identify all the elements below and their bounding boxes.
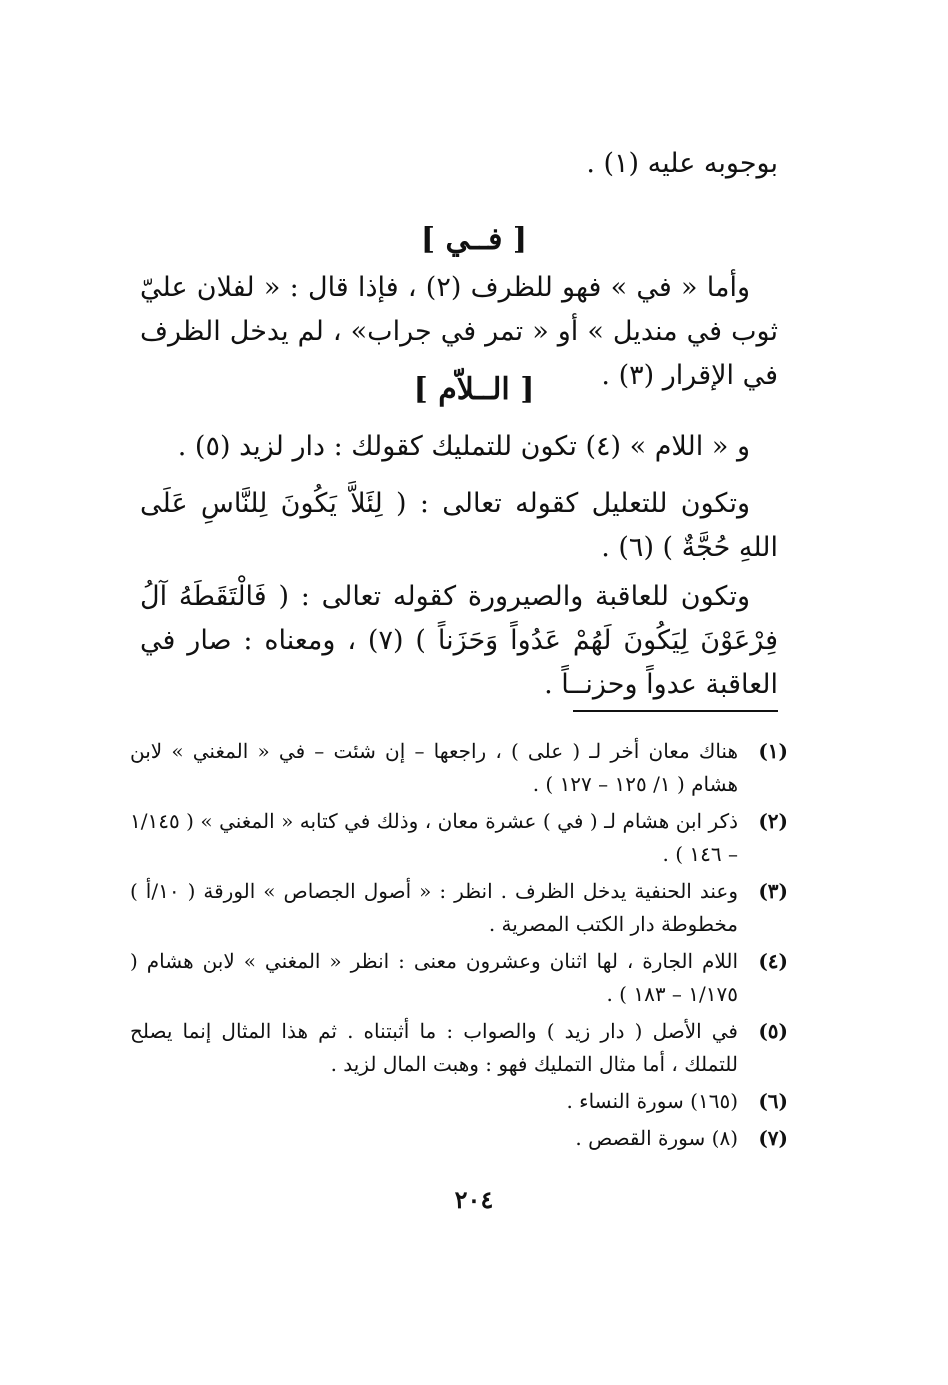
- section-lam-body-3: [140, 575, 778, 707]
- paragraph-lam-talil: وتكون للتعليل كقوله تعالى : ( لِئَلاَّ يَكُونَ لِلنَّاسِ عَلَى اللهِ حُجَّةٌ ) (٦) .: [140, 488, 778, 563]
- footnote-item: [130, 875, 788, 941]
- footnote-text: (٨) سورة القصص .: [575, 1126, 738, 1150]
- section-heading-fi: [ فــي ]: [420, 222, 528, 257]
- footnote-number: (١): [758, 739, 788, 763]
- footnotes-list: [130, 735, 788, 1159]
- footnote-number: (٣): [758, 879, 788, 903]
- footnote-item: [130, 735, 788, 801]
- footnote-number: (٢): [758, 809, 788, 833]
- footnote-number: (٤): [758, 949, 788, 973]
- footnote-text: (١٦٥) سورة النساء .: [566, 1089, 738, 1113]
- paragraph-lam-tamlik: و « اللام » (٤) تكون للتمليك كقولك : دار لزيد (٥) .: [177, 431, 750, 462]
- footnote-text: اللام الجارة ، لها اثنان وعشرون معنى : انظر « المغني » لابن هشام ( ١/١٧٥ – ١٨٣ ) .: [130, 949, 738, 1006]
- paragraph-lam-aqiba: وتكون للعاقبة والصيرورة كقوله تعالى : ( فَالْتَقَطَهُ آلُ فِرْعَوْنَ لِيَكُونَ لَهُمْ عَدُواً وَحَزَناً ) (٧) ، ومعناه : صار في العاقبة عدواً وحزنــاً .: [140, 581, 778, 700]
- footnote-item: [130, 1085, 788, 1118]
- footnote-text: في الأصل ( دار زيد ) والصواب : ما أثبتناه . ثم هذا المثال إنما يصلح للتملك ، أما مثال التمليك فهو : وهبت المال لزيد .: [130, 1019, 738, 1076]
- footnote-item: [130, 1122, 788, 1155]
- footnote-number: (٧): [758, 1126, 788, 1150]
- footnote-number: (٥): [758, 1019, 788, 1043]
- footnote-divider: [573, 710, 778, 712]
- footnote-text: هناك معان أخر لـ ( على ) ، راجعها – إن شئت – في « المغني » لابن هشام ( ١/ ١٢٥ – ١٢٧ ) .: [130, 739, 738, 796]
- footnote-item: [130, 1015, 788, 1081]
- section-lam-body-2: [140, 482, 778, 570]
- continuation-text: بوجوبه عليه (١) .: [586, 148, 778, 179]
- page-number: ٢٠٤: [454, 1185, 494, 1214]
- paragraph-fi: وأما « في » فهو للظرف (٢) ، فإذا قال : « لفلان عليّ ثوب في منديل » أو « تمر في جراب» ، لم يدخل الظرف في الإقرار (٣) .: [140, 272, 778, 391]
- continuation-line: [140, 142, 778, 186]
- footnote-item: [130, 945, 788, 1011]
- footnote-number: (٦): [758, 1089, 788, 1113]
- footnote-item: [130, 805, 788, 871]
- footnote-text: ذكر ابن هشام لـ ( في ) عشرة معان ، وذلك في كتابه « المغني » ( ١/١٤٥ – ١٤٦ ) .: [130, 809, 738, 866]
- section-lam-body-1: [140, 425, 778, 469]
- footnote-text: وعند الحنفية يدخل الظرف . انظر : « أصول الجصاص » الورقة ( ١٠/أ ) مخطوطة دار الكتب المصرية .: [130, 879, 738, 936]
- section-heading-lam: [ الــلاّم ]: [413, 372, 535, 407]
